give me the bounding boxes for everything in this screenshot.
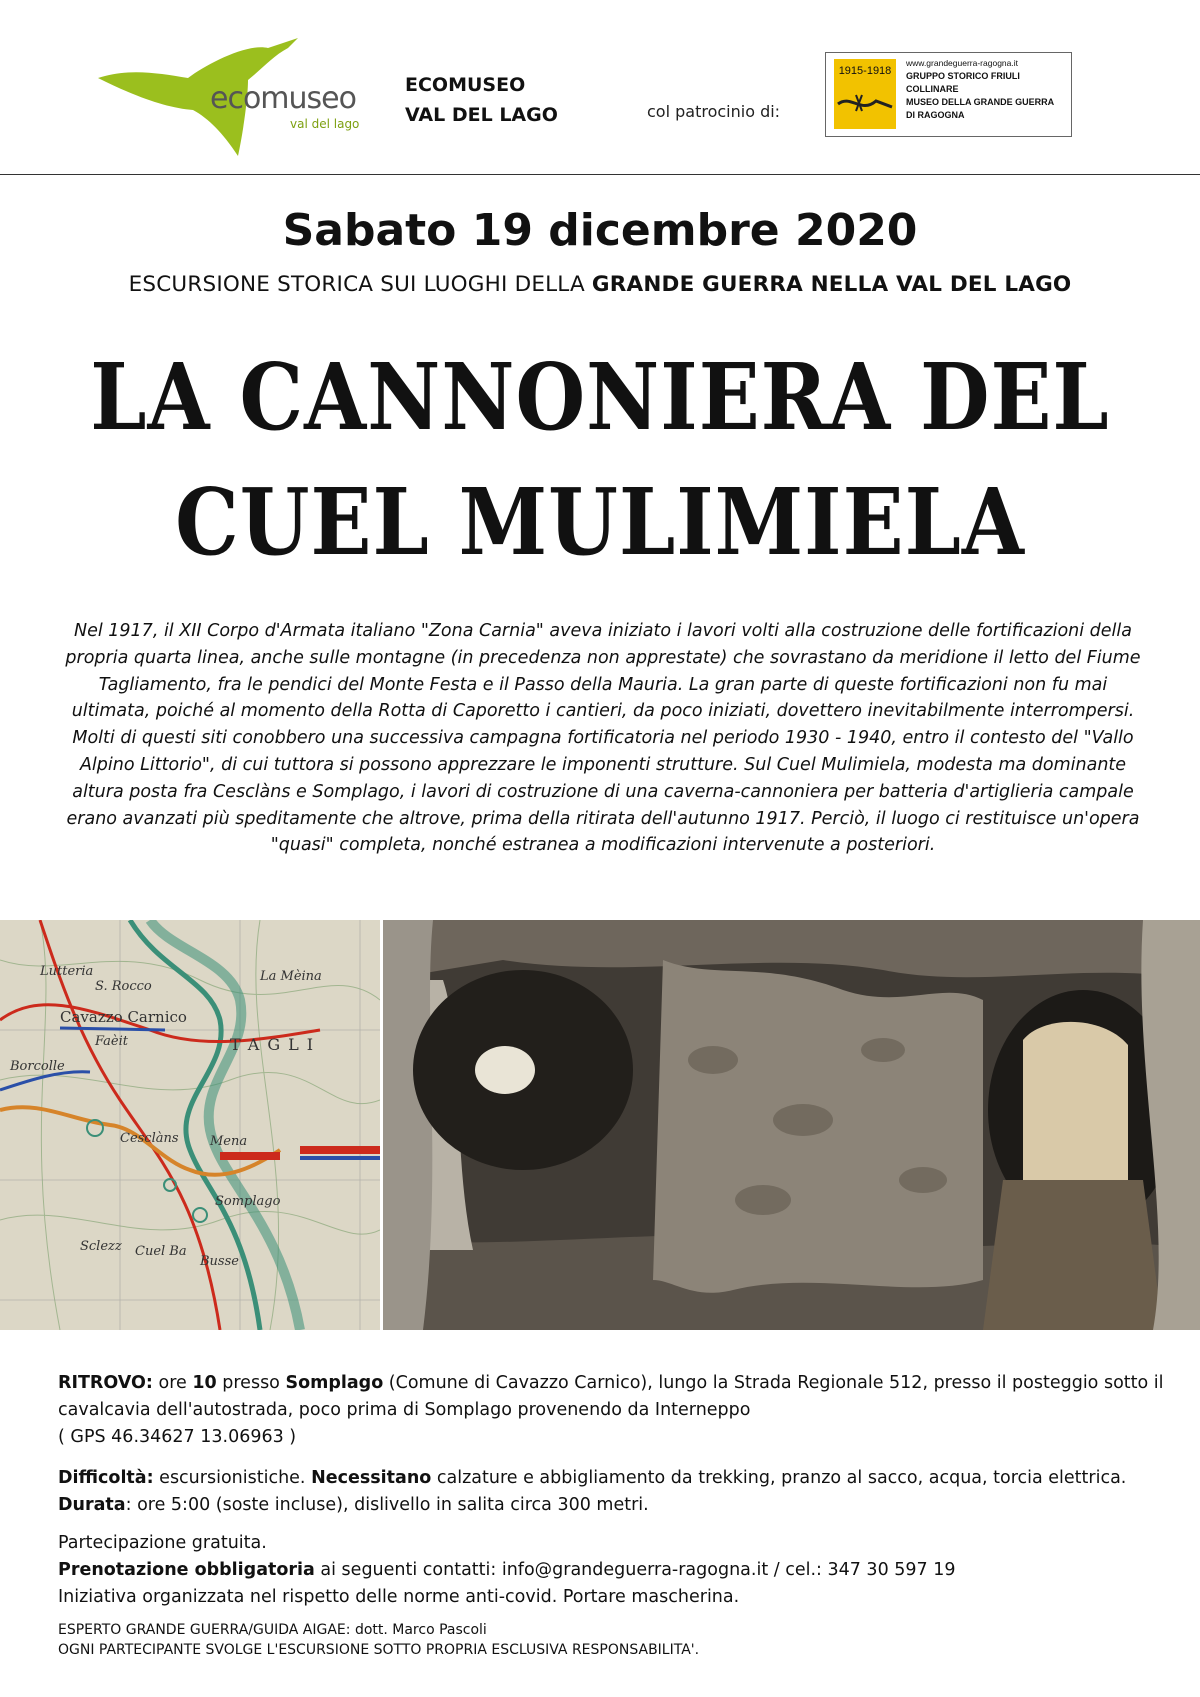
main-title-line-2: CUEL MULIMIELA (175, 467, 1025, 577)
responsabilita-notice: OGNI PARTECIPANTE SVOLGE L'ESCURSIONE SOTTO PROPRIA ESCLUSIVA RESPONSABILITA'. (58, 1642, 700, 1658)
sponsor-org-line: DI RAGOGNA (906, 110, 965, 120)
map-label: Borcolle (10, 1059, 65, 1074)
bold-run: 10 (192, 1373, 217, 1393)
sponsor-org (906, 70, 1066, 122)
sponsor-url: www.grandeguerra-ragogna.it (906, 58, 1018, 68)
text-run: presso (216, 1373, 286, 1393)
text-run: ore (152, 1373, 193, 1393)
bold-run: Prenotazione obbligatoria (58, 1560, 315, 1580)
sponsor-badge (834, 59, 896, 129)
map-label: TAGLI (230, 1035, 322, 1054)
esperto-guide: ESPERTO GRANDE GUERRA/GUIDA AIGAE: dott. Marco Pascoli (58, 1622, 487, 1638)
map-label: Faèit (95, 1034, 128, 1049)
map-label: Somplago (215, 1194, 281, 1209)
sponsor-text (906, 57, 1066, 122)
text-run: calzature e abbigliamento da trekking, pranzo al sacco, acqua, torcia elettrica. (431, 1468, 1127, 1488)
covid-notice: Iniziativa organizzata nel rispetto delle norme anti-covid. Portare mascherina. (58, 1587, 740, 1607)
text-run: : ore 5:00 (soste incluse), dislivello in salita circa 300 metri. (125, 1495, 649, 1515)
map-label: Cesclàns (120, 1131, 179, 1146)
ecomuseo-title-line: ECOMUSEO (405, 74, 526, 96)
sponsor-logo (825, 52, 1072, 137)
map-label: Sclezz (80, 1239, 122, 1254)
ecomuseo-title (405, 70, 558, 130)
subtitle-plain: ESCURSIONE STORICA SUI LUOGHI DELLA (128, 272, 592, 297)
bold-run: Necessitano (311, 1468, 432, 1488)
map-label: Cuel Ba (135, 1244, 187, 1259)
sponsor-years: 1915-1918 (838, 65, 892, 77)
map-label: La Mèina (260, 969, 322, 984)
difficolta-paragraph (58, 1465, 1168, 1519)
logo-word-valdellago: val del lago (290, 117, 360, 131)
bold-run: Difficoltà: (58, 1468, 154, 1488)
main-title-line-1: LA CANNONIERA DEL (90, 342, 1110, 452)
cave-drawing (383, 920, 1200, 1330)
map-label: Lutteria (40, 964, 94, 979)
ecomuseo-title-line: VAL DEL LAGO (405, 104, 558, 126)
sponsor-org-line: MUSEO DELLA GRANDE GUERRA (906, 97, 1055, 107)
subtitle-bold: GRANDE GUERRA NELLA VAL DEL LAGO (591, 272, 1072, 297)
map-label: Cavazzo Carnico (60, 1008, 187, 1026)
map-label: Busse (200, 1254, 239, 1269)
header-divider (0, 174, 1200, 175)
logo-word-ecomuseo: ecomuseo (210, 81, 356, 116)
text-run: escursionistiche. (153, 1468, 312, 1488)
sponsor-org-line: GRUPPO STORICO FRIULI COLLINARE (906, 71, 1020, 94)
historical-description: Nel 1917, il XII Corpo d'Armata italiano "Zona Carnia" aveva iniziato i lavori volti alla costruzione delle fortificazioni della propria quarta linea, anche sulle montagne (in precedenza non apprestate) che sovrastano da meridione il letto del Fiume Tagliamento, fra le pendici del Monte Festa e il Passo della Mauria. La gran parte di queste fortificazioni non fu mai ultimata, poiché al momento della Rotta di Caporetto i cantieri, da poco iniziati, dovettero inevitabilmente interrompersi. Molti di questi siti conobbero una successiva campagna fortificatoria nel periodo 1930 - 1940, entro il contesto del "Vallo Alpino Littorio", di cui tuttora si possono apprezzare le imponenti strutture. Sul Cuel Mulimiela, modesta ma dominante altura posta fra Cesclàns e Somplago, i lavori di costruzione di una caverna-cannoniera per batteria d'artiglieria campale erano avanzati più speditamente che altrove, prima della ritirata dell'autunno 1917. Perciò, il luogo ci restituisce un'opera "quasi" completa, nonché estranea a modificazioni intervenute a posteriori. (65, 621, 1141, 856)
event-subtitle (0, 272, 1200, 297)
map-label: S. Rocco (95, 979, 152, 994)
event-date: Sabato 19 dicembre 2020 (282, 205, 918, 256)
ritrovo-paragraph (58, 1370, 1168, 1451)
bold-run: Somplago (285, 1373, 384, 1393)
ecomuseo-logo (98, 38, 388, 158)
text-run: ai seguenti contatti: info@grandeguerra-ragogna.it / cel.: 347 30 597 19 (314, 1560, 956, 1580)
barbed-wire-icon (836, 89, 894, 119)
bold-run: Durata (58, 1495, 126, 1515)
historical-map-image (0, 920, 380, 1330)
cannoniera-cave-photo (383, 920, 1200, 1330)
bold-run: RITROVO: (58, 1373, 153, 1393)
patrocinio-label: col patrocinio di: (647, 102, 781, 121)
text-run: ( GPS 46.34627 13.06963 ) (58, 1427, 297, 1447)
prenotazione-paragraph (58, 1557, 1168, 1584)
text-run: (Comune di Cavazzo Carnico), lungo la Strada Regionale 512, presso il posteggio sotto il cavalcavia dell'autostrada, poco prima di Somplago provenendo da Interneppo (58, 1373, 1164, 1420)
partecipazione-gratuita: Partecipazione gratuita. (58, 1533, 267, 1553)
map-label: Mena (210, 1134, 248, 1149)
map-drawing (0, 920, 380, 1330)
